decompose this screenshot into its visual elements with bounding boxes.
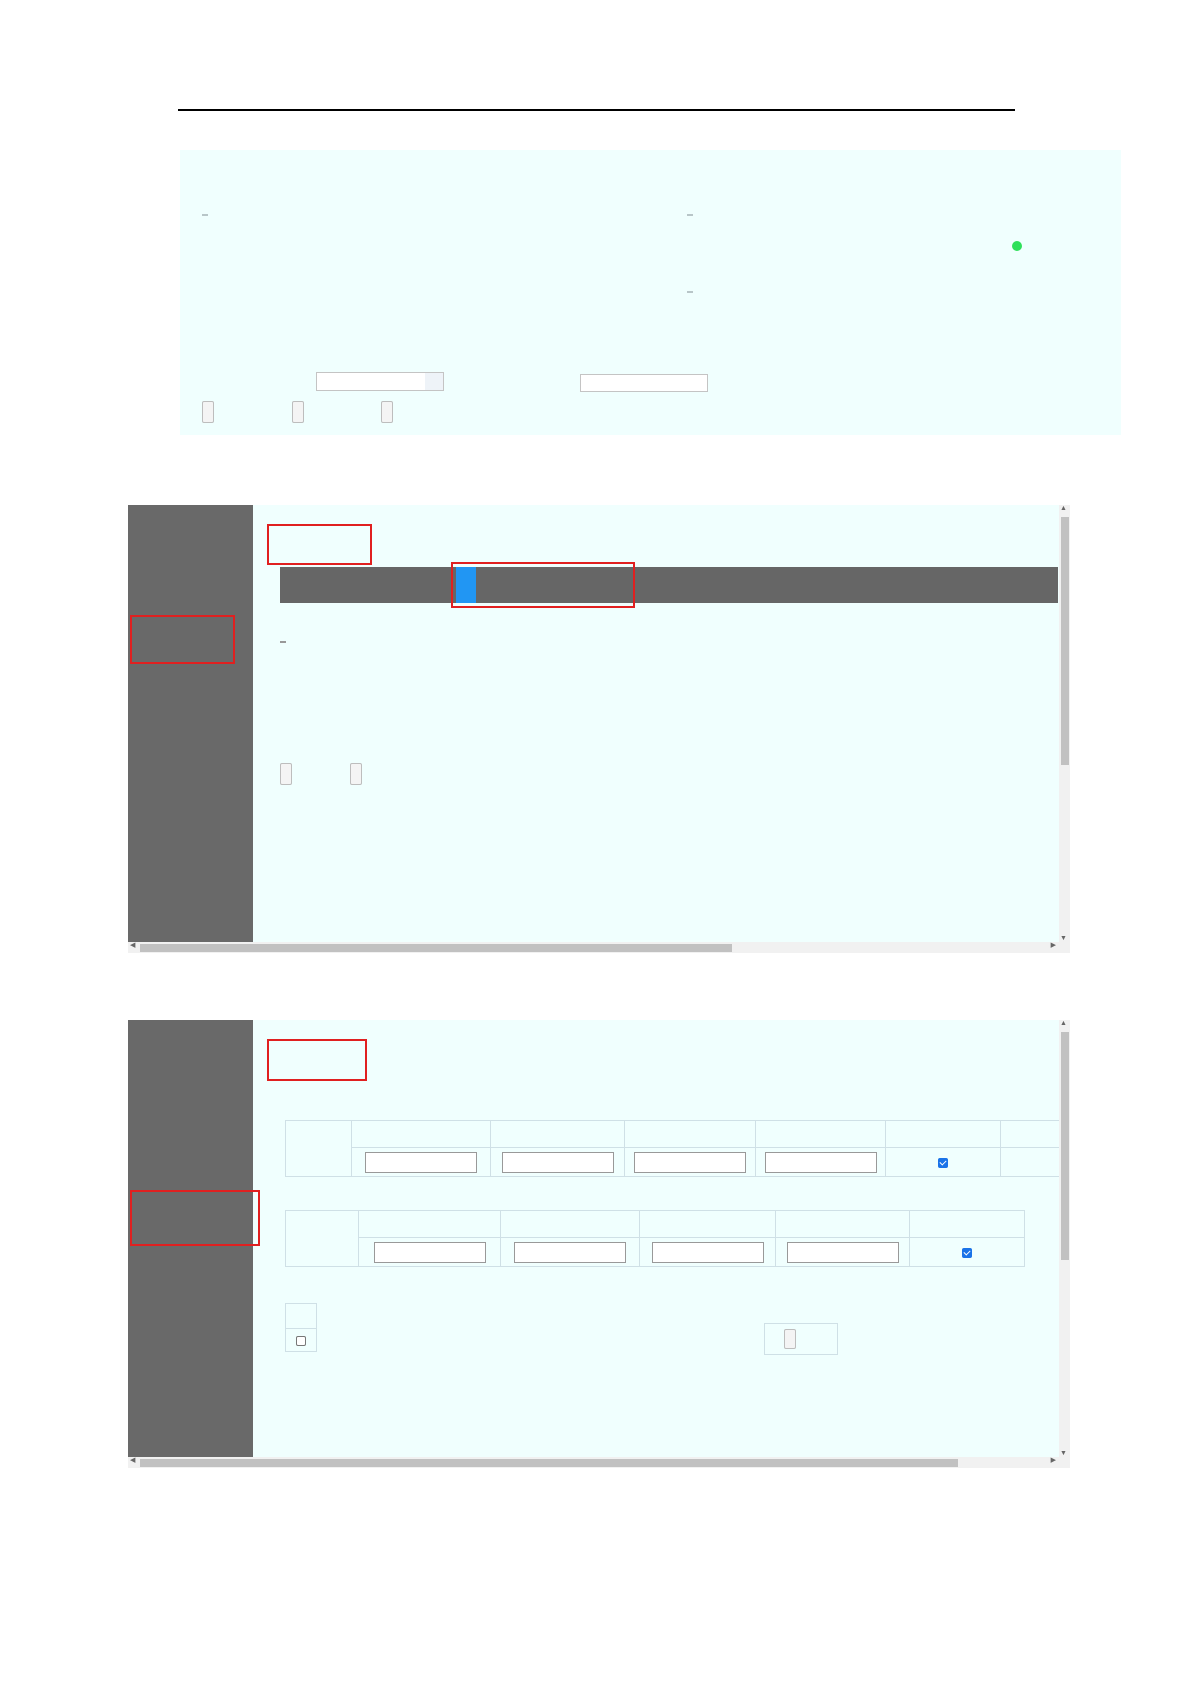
uart2-header-stop-bit: [640, 1211, 776, 1238]
scroll-left-icon[interactable]: ◀: [130, 942, 136, 949]
at-debug-select[interactable]: [316, 372, 444, 391]
signal-strength: [1010, 241, 1024, 252]
wireless-table: [202, 214, 208, 216]
highlight-menu: [267, 524, 372, 565]
serial-port-window: [128, 1020, 1070, 1468]
uart1-header-virtual-serial-port: [886, 1121, 1001, 1148]
uart2-virtual-serial-checkbox[interactable]: [962, 1248, 972, 1258]
sidebar: [128, 505, 253, 942]
uart1-header-check-digit: [755, 1121, 886, 1148]
uart2-header-check-digit: [776, 1211, 910, 1238]
scroll-thumb[interactable]: [1061, 1032, 1069, 1260]
vertical-scrollbar[interactable]: [1059, 1020, 1070, 1457]
scroll-up-icon[interactable]: ▲: [1060, 505, 1067, 512]
client-parameter-table: [280, 641, 286, 643]
open-client-button[interactable]: [280, 763, 292, 785]
network-flow-control-checkbox[interactable]: [296, 1336, 306, 1346]
tab-network-speed-test-server[interactable]: [281, 567, 301, 603]
uart1-data-bit-input[interactable]: [502, 1152, 614, 1173]
highlight-serial-port-configuration: [130, 1190, 260, 1246]
uart2-table: [285, 1210, 1025, 1267]
uart2-data-bit-input[interactable]: [514, 1242, 626, 1263]
open-message-button[interactable]: [202, 401, 214, 423]
save-container: [764, 1323, 838, 1355]
other-table: [687, 291, 693, 293]
uart2-stop-bit-input[interactable]: [652, 1242, 764, 1263]
highlight-bandwidth-test: [130, 615, 235, 664]
bandwidth-test-window: [128, 505, 1070, 953]
uart2-header-data-bit: [501, 1211, 640, 1238]
scroll-thumb[interactable]: [1061, 517, 1069, 765]
uart1-header-data-bit: [491, 1121, 625, 1148]
network-flow-control-label: [286, 1304, 317, 1329]
scroll-right-icon[interactable]: ▶: [1050, 942, 1056, 949]
clean-button[interactable]: [381, 401, 393, 423]
uart2-header-virtual-serial-port: [910, 1211, 1025, 1238]
tab-bar: [280, 567, 1058, 603]
parameter-panel: [180, 150, 1121, 435]
horizontal-scrollbar[interactable]: [128, 942, 1070, 953]
highlight-menu: [267, 1039, 367, 1081]
scroll-up-icon[interactable]: ▲: [1060, 1020, 1067, 1027]
uart2-baud-rate-input[interactable]: [374, 1242, 486, 1263]
clean-data-button[interactable]: [350, 763, 362, 785]
network-flow-control-table: [285, 1303, 317, 1352]
uart2-header-baud-rate: [359, 1211, 501, 1238]
highlight-client-tab: [451, 562, 635, 608]
scroll-left-icon[interactable]: ◀: [130, 1457, 136, 1464]
uart1-name: [286, 1121, 352, 1177]
uart1-header-stop-bit: [624, 1121, 755, 1148]
mode-table: [687, 214, 693, 216]
uart1-baud-rate-input[interactable]: [365, 1152, 477, 1173]
save-button[interactable]: [784, 1329, 796, 1349]
top-divider: [178, 109, 1015, 111]
scroll-down-icon[interactable]: ▼: [1060, 1450, 1067, 1457]
uart1-check-digit-input[interactable]: [765, 1152, 877, 1173]
uart2-name: [286, 1211, 359, 1267]
close-message-button[interactable]: [292, 401, 304, 423]
uart1-virtual-serial-checkbox[interactable]: [938, 1158, 948, 1168]
uart2-check-digit-input[interactable]: [787, 1242, 899, 1263]
uart1-stop-bit-input[interactable]: [634, 1152, 746, 1173]
scroll-thumb[interactable]: [140, 944, 732, 952]
horizontal-scrollbar[interactable]: [128, 1457, 1070, 1468]
scroll-down-icon[interactable]: ▼: [1060, 935, 1067, 942]
uart1-table: [285, 1120, 1070, 1177]
uart1-header-baud-rate: [352, 1121, 491, 1148]
scroll-thumb[interactable]: [140, 1459, 958, 1467]
at-debug-input[interactable]: [580, 374, 708, 392]
vertical-scrollbar[interactable]: [1059, 505, 1070, 942]
scroll-right-icon[interactable]: ▶: [1050, 1457, 1056, 1464]
signal-dot-icon: [1012, 241, 1022, 251]
